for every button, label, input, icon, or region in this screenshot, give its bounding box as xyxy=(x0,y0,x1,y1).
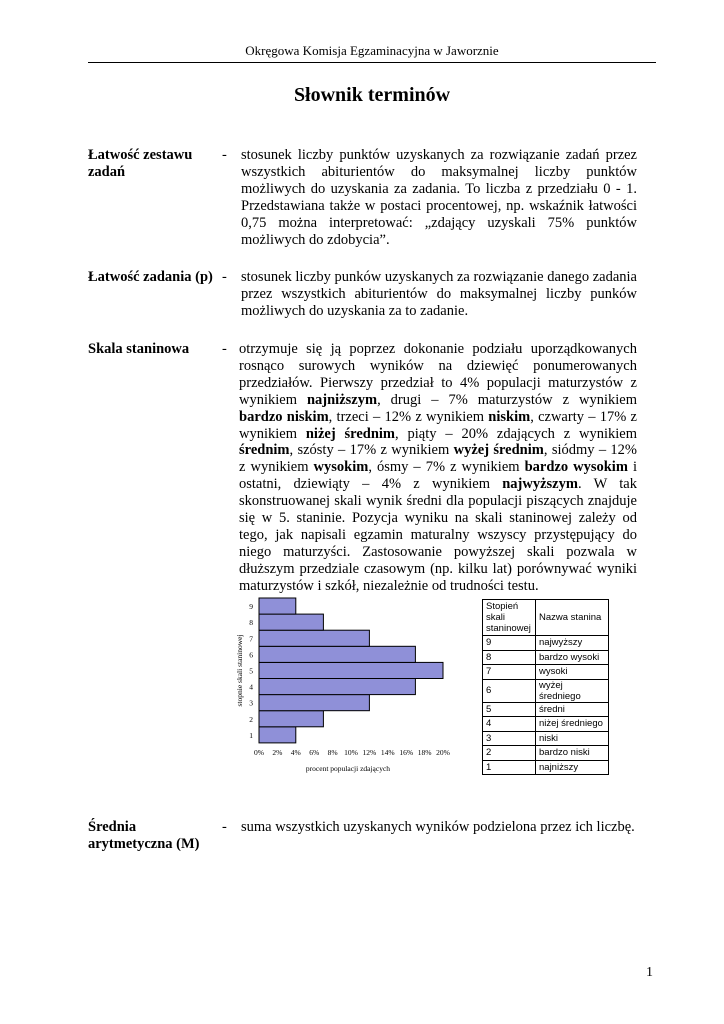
x-tick-label: 6% xyxy=(309,747,320,757)
page-title: Słownik terminów xyxy=(293,84,451,106)
x-tick-label: 4% xyxy=(290,747,301,757)
table-cell: 4 xyxy=(483,717,536,732)
x-tick-label: 0% xyxy=(254,747,264,757)
chart-bar xyxy=(259,614,323,630)
y-tick-label: 9 xyxy=(249,602,253,612)
x-tick-label: 10% xyxy=(344,747,358,757)
chart-bar xyxy=(259,711,323,727)
table-row xyxy=(483,746,609,761)
term-dash: - xyxy=(222,341,227,357)
y-tick-label: 3 xyxy=(249,698,253,708)
def-text: otrzymuje się ją poprzez dokonanie podziału uporządkowanych rosnąco surowych wyników na dziewięć ponumerowanych przedziałów. Pierwszy przedział to 4% populacji maturzystów z wynikiem xyxy=(239,341,637,408)
def-text: , drugi – 7% maturzystów z wynikiem xyxy=(377,391,638,408)
chart-bar xyxy=(259,662,443,678)
y-tick-label: 1 xyxy=(249,730,253,740)
chart-bar xyxy=(259,630,369,646)
def-text: , piąty – 20% zdających z wynikiem xyxy=(395,425,637,442)
definition-srednia-arytmetyczna: suma wszystkich uzyskanych wyników podzielona przez ich liczbę. xyxy=(241,819,635,835)
table-row xyxy=(483,731,609,746)
x-axis-label: procent populacji zdających xyxy=(305,763,391,773)
definition-latwosc-zadania: stosunek liczby punków uzyskanych za rozwiązanie danego zadania przez wszystkich abiturientów do maksymalnej liczby punków możliwych do uzyskania za to zadanie. xyxy=(241,269,637,319)
definition-skala-staninowa xyxy=(239,341,637,595)
def-bold: niżej średnim xyxy=(305,425,395,442)
table-cell: wyżej średniego xyxy=(536,679,609,702)
table-row xyxy=(483,702,609,717)
term-srednia-arytmetyczna: Średnia arytmetyczna (M) xyxy=(88,819,200,852)
y-tick-label: 6 xyxy=(249,650,253,660)
def-bold: wyżej średnim xyxy=(453,442,544,459)
def-text: , trzeci – 12% z wynikiem xyxy=(328,408,489,425)
def-bold: wysokim xyxy=(313,459,369,476)
stanine-chart xyxy=(222,596,462,778)
term-latwosc-zadania: Łatwość zadania (p) xyxy=(88,269,213,285)
table-row xyxy=(483,760,609,775)
table-cell: najniższy xyxy=(536,760,609,775)
chart-bar xyxy=(259,679,415,695)
table-cell: wysoki xyxy=(536,665,609,680)
table-cell: 5 xyxy=(483,702,536,717)
stanine-table xyxy=(482,599,609,775)
table-row xyxy=(483,650,609,665)
def-bold: bardzo wysokim xyxy=(524,459,628,476)
def-text: , ósmy – 7% z wynikiem xyxy=(368,459,525,476)
table-header-cell: Stopień skali staninowej xyxy=(483,600,536,636)
table-cell: niżej średniego xyxy=(536,717,609,732)
x-tick-label: 2% xyxy=(272,747,283,757)
y-tick-label: 4 xyxy=(249,682,253,692)
def-text: . W tak skonstruowanej skali wynik średni dla populacji piszących znajduje się w 5. staninie. Pozycja wyniku na skali staninowej zależy od tego, jak napisali egzamin maturalny wszyscy przystępujący do niego maturzyści. Zastosowanie powyższej skali pozwala w dłuższym przedziale czasowym (np. kilku lat) porównywać wyniki maturzystów i szkół, niezależnie od trudności testu. xyxy=(239,476,637,594)
table-header-row xyxy=(483,600,609,636)
term-latwosc-zestawu: Łatwość zestawu zadań xyxy=(88,147,193,180)
table-cell: średni xyxy=(536,702,609,717)
term-skala-staninowa: Skala staninowa xyxy=(88,341,190,357)
chart-bar xyxy=(259,598,296,614)
table-header-cell: Nazwa stanina xyxy=(536,600,609,636)
chart-bar xyxy=(259,646,415,662)
table-cell: 9 xyxy=(483,636,536,651)
table-cell: 3 xyxy=(483,731,536,746)
table-cell: 6 xyxy=(483,679,536,702)
chart-bar xyxy=(259,727,296,743)
chart-bar xyxy=(259,695,369,711)
x-tick-label: 16% xyxy=(399,747,414,757)
x-tick-label: 14% xyxy=(380,747,395,757)
table-row xyxy=(483,665,609,680)
y-tick-label: 8 xyxy=(249,618,253,628)
def-text: , siódmy – 12% z wynikiem xyxy=(239,442,637,476)
table-cell: niski xyxy=(536,731,609,746)
table-row xyxy=(483,636,609,651)
def-text: , czwarty – 17% z wynikiem xyxy=(239,408,637,442)
table-cell: 1 xyxy=(483,760,536,775)
term-dash: - xyxy=(222,269,227,285)
y-tick-label: 5 xyxy=(249,666,253,676)
table-cell: 2 xyxy=(483,746,536,761)
table-cell: bardzo niski xyxy=(536,746,609,761)
def-bold: najwyższym xyxy=(502,476,578,493)
def-bold: najniższym xyxy=(306,391,378,408)
x-tick-label: 12% xyxy=(362,747,377,757)
header-rule xyxy=(88,62,656,63)
def-bold: niskim xyxy=(488,408,531,425)
term-dash: - xyxy=(222,819,227,835)
page-number: 1 xyxy=(646,965,653,980)
y-axis-label: stopnie skali staninowej xyxy=(235,634,244,707)
x-tick-label: 18% xyxy=(417,747,432,757)
term-dash: - xyxy=(222,147,227,163)
y-tick-label: 2 xyxy=(249,714,253,724)
def-text: i ostatni, dziewiąty – 4% z wynikiem xyxy=(239,459,637,493)
table-row xyxy=(483,679,609,702)
def-bold: średnim xyxy=(239,442,290,459)
table-cell: najwyższy xyxy=(536,636,609,651)
table-cell: 7 xyxy=(483,665,536,680)
table-cell: bardzo wysoki xyxy=(536,650,609,665)
x-tick-label: 20% xyxy=(436,747,450,757)
table-cell: 8 xyxy=(483,650,536,665)
def-bold: bardzo niskim xyxy=(239,408,329,425)
x-tick-label: 8% xyxy=(327,747,338,757)
page-header: Okręgowa Komisja Egzaminacyjna w Jaworznie xyxy=(245,43,499,58)
def-text: , szósty – 17% z wynikiem xyxy=(289,442,454,459)
table-row xyxy=(483,717,609,732)
definition-latwosc-zestawu: stosunek liczby punktów uzyskanych za rozwiązanie zadań przez wszystkich abiturientów do maksymalnej liczby punktów możliwych do uzyskania za zadania. To liczba z przedziału 0 - 1. Przedstawiana także w postaci procentowej, np. wskaźnik łatwości 0,75 można interpretować: „zdający uzyskali 75% punktów możliwych do zdobycia”. xyxy=(241,147,637,248)
y-tick-label: 7 xyxy=(249,634,253,644)
